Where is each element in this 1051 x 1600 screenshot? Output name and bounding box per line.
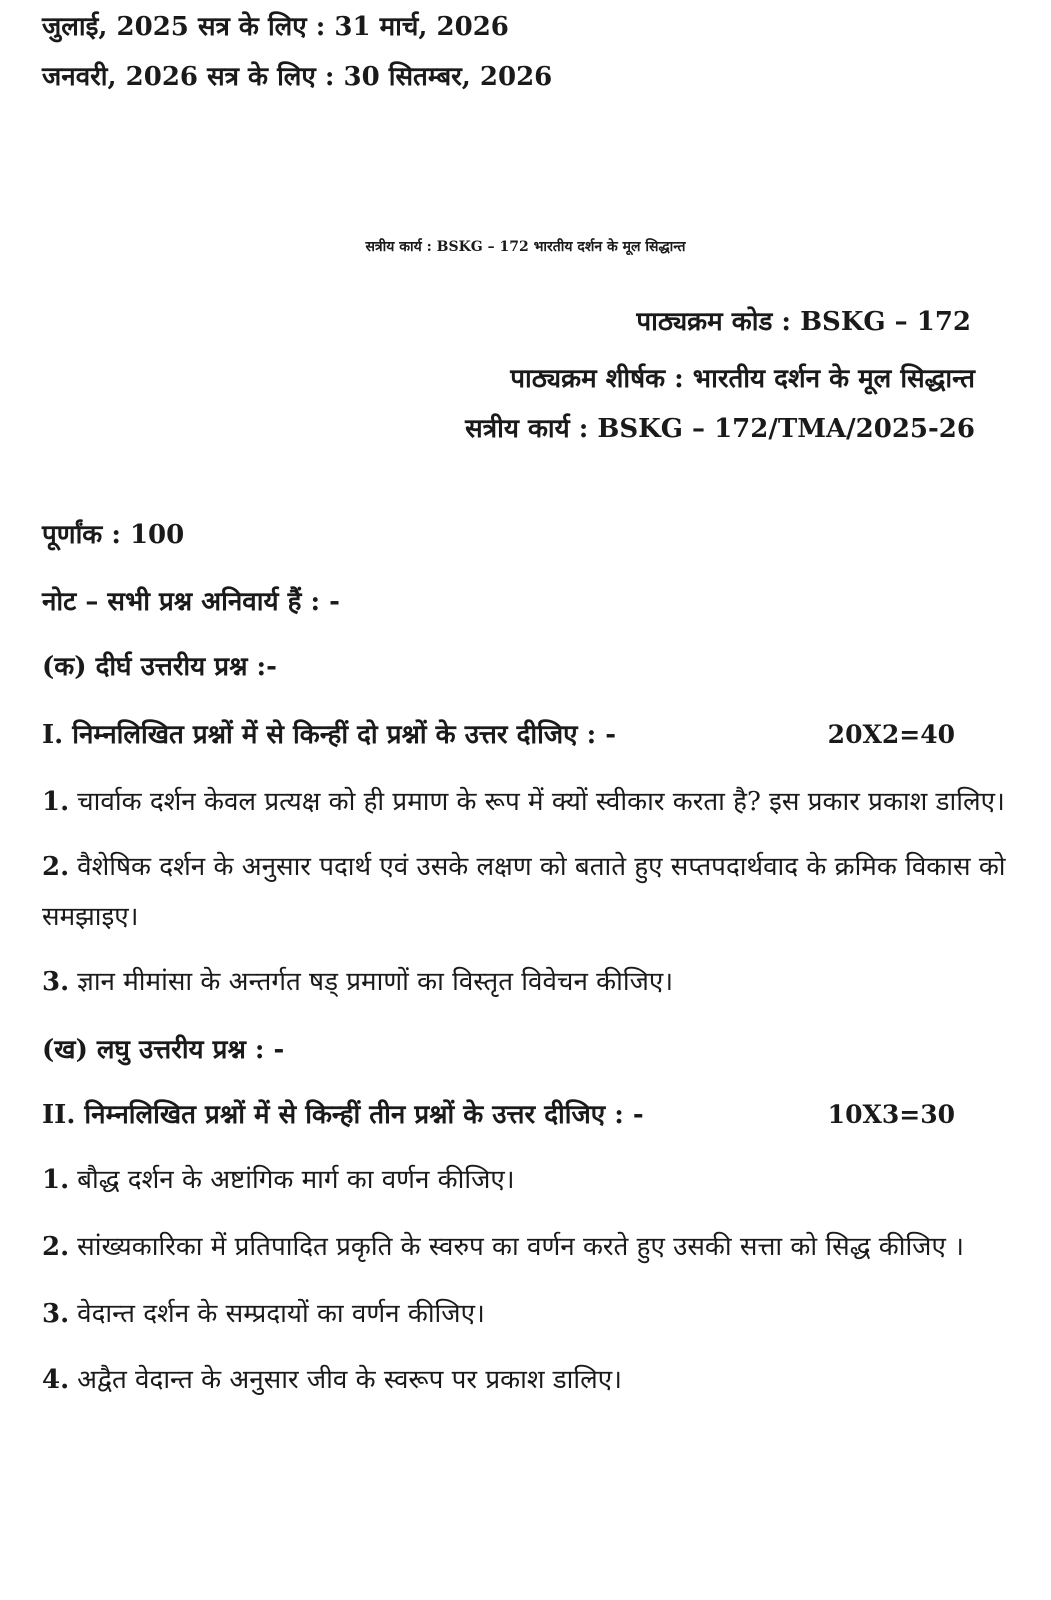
question-text: बौद्ध दर्शन के अष्टांगिक मार्ग का वर्णन कीजिए। xyxy=(77,1165,515,1195)
question-text: वेदान्त दर्शन के सम्प्रदायों का वर्णन कीजिए। xyxy=(77,1299,485,1329)
question-number: 2. xyxy=(42,852,70,882)
assignment-code: सत्रीय कार्य : BSKG – 172/TMA/2025-26 xyxy=(465,414,975,444)
question-text: सांख्यकारिका में प्रतिपादित प्रकृति के स्वरुप का वर्णन करते हुए उसकी सत्ता को सिद्ध कीजिए । xyxy=(77,1232,964,1262)
max-marks: पूर्णांक : 100 xyxy=(42,520,185,550)
course-code: पाठ्यक्रम कोड : BSKG – 172 xyxy=(636,307,971,337)
page-title: सत्रीय कार्य : BSKG – 172 भारतीय दर्शन के मूल सिद्धान्त xyxy=(365,239,686,255)
question-number: 3. xyxy=(42,1299,70,1329)
question-number: 1. xyxy=(42,1165,70,1195)
section-b-heading: (ख) लघु उत्तरीय प्रश्न : - xyxy=(42,1035,285,1065)
question-number: 1. xyxy=(42,787,70,817)
section-a-heading: (क) दीर्घ उत्तरीय प्रश्न :- xyxy=(42,652,277,682)
section-a-instruction: I. निम्नलिखित प्रश्नों में से किन्हीं दो प्रश्नों के उत्तर दीजिए : - xyxy=(42,720,617,750)
course-title: पाठ्यक्रम शीर्षक : भारतीय दर्शन के मूल सिद्धान्त xyxy=(510,364,975,394)
note: नोट – सभी प्रश्न अनिवार्य हैं : - xyxy=(42,587,340,617)
jan-session-deadline: जनवरी, 2026 सत्र के लिए : 30 सितम्बर, 2026 xyxy=(42,62,553,92)
question-text: वैशेषिक दर्शन के अनुसार पदार्थ एवं उसके लक्षण को बताते हुए सप्तपदार्थवाद के क्रमिक विकास को xyxy=(77,852,1006,882)
question-text: अद्वैत वेदान्त के अनुसार जीव के स्वरूप पर प्रकाश डालिए। xyxy=(77,1365,623,1395)
question-number: 3. xyxy=(42,967,70,997)
question-b4 xyxy=(42,1363,622,1397)
question-a2 xyxy=(42,850,1006,884)
question-b1 xyxy=(42,1163,515,1197)
question-a2-continued: समझाइए। xyxy=(42,902,139,932)
july-session-deadline: जुलाई, 2025 सत्र के लिए : 31 मार्च, 2026 xyxy=(42,12,509,42)
question-number: 4. xyxy=(42,1365,70,1395)
question-a3 xyxy=(42,965,673,999)
question-a1 xyxy=(42,785,1005,819)
question-b2 xyxy=(42,1230,964,1264)
section-b-instruction: II. निम्नलिखित प्रश्नों में से किन्हीं तीन प्रश्नों के उत्तर दीजिए : - xyxy=(42,1100,644,1130)
question-number: 2. xyxy=(42,1232,70,1262)
question-b3 xyxy=(42,1297,485,1331)
section-b-marks: 10X3=30 xyxy=(827,1100,955,1129)
question-text: चार्वाक दर्शन केवल प्रत्यक्ष को ही प्रमाण के रूप में क्यों स्वीकार करता है? इस प्रकार प्रकाश डालिए। xyxy=(77,787,1005,817)
question-text: ज्ञान मीमांसा के अन्तर्गत षड् प्रमाणों का विस्तृत विवेचन कीजिए। xyxy=(77,967,674,997)
section-a-marks: 20X2=40 xyxy=(827,720,955,749)
